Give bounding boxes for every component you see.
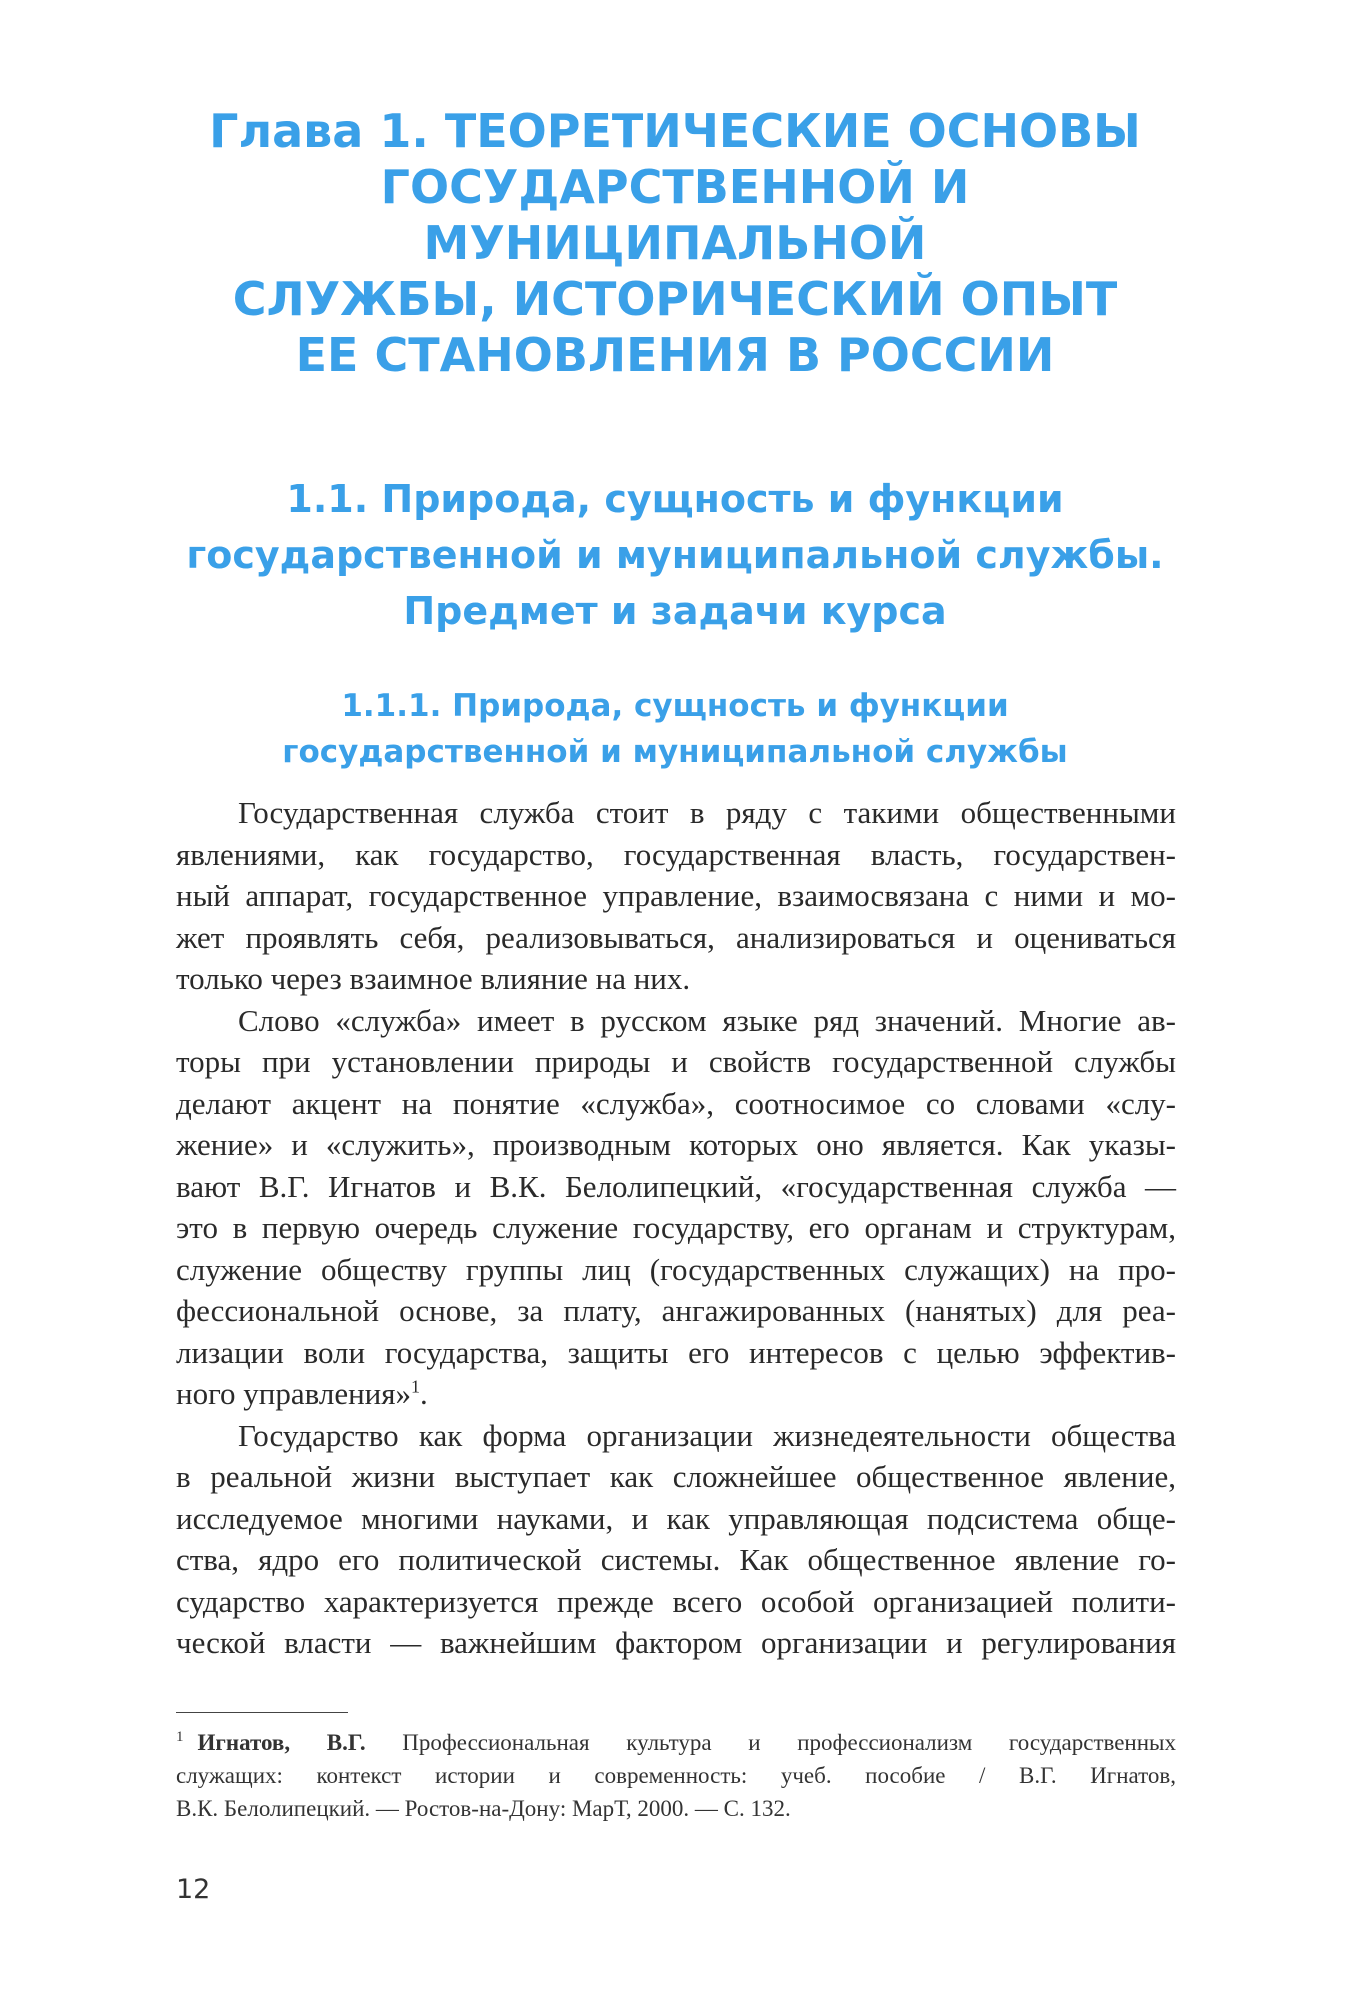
body-line: фессиональной основе, за плату, ангажированных (нанятых) для реа-: [176, 1293, 1176, 1328]
section-title-line: государственной и муниципальной службы.: [186, 533, 1164, 577]
footnote-reference[interactable]: 1: [411, 1376, 421, 1397]
footnote-line: служащих: контекст истории и современность: учеб. пособие / В.Г. Игнатов,: [176, 1763, 1176, 1788]
footnote-text: Профессиональная культура и профессионализм государственных: [402, 1730, 1176, 1755]
body-line: делают акцент на понятие «служба», соотносимое со словами «слу-: [176, 1085, 1176, 1121]
footnote-line: [176, 1726, 1176, 1759]
chapter-title: [150, 103, 1200, 383]
body-line: вают В.Г. Игнатов и В.К. Белолипецкий, «государственная служба —: [176, 1168, 1176, 1204]
body-line: Слово «служба» имеет в русском языке ряд значений. Многие ав-: [238, 1002, 1176, 1038]
body-line: лизации воли государства, защиты его интересов с целью эффектив-: [176, 1334, 1176, 1370]
body-line: только через взаимное влияние на них.: [176, 961, 691, 996]
body-line-text: ного управления»: [176, 1376, 412, 1411]
chapter-title-line: Глава 1. ТЕОРЕТИЧЕСКИЕ ОСНОВЫ: [209, 104, 1141, 158]
body-line: это в первую очередь служение государству, его органам и структурам,: [176, 1210, 1176, 1245]
body-line: сударство характеризуется прежде всего особой организацией полити-: [176, 1583, 1176, 1619]
page-number: 12: [176, 1874, 211, 1905]
body-line: Государственная служба стоит в ряду с такими общественными: [238, 795, 1176, 830]
footnote-mark: 1: [176, 1729, 184, 1746]
body-line: ства, ядро его политической системы. Как общественное явление го-: [176, 1542, 1176, 1577]
section-title-line: 1.1. Природа, сущность и функции: [286, 477, 1064, 521]
body-line: торы при установлении природы и свойств государственной службы: [176, 1044, 1176, 1079]
footnote-line: В.К. Белолипецкий. — Ростов-на-Дону: МарТ, 2000. — С. 132.: [176, 1796, 791, 1821]
section-title-line: Предмет и задачи курса: [403, 589, 947, 633]
body-line: жет проявлять себя, реализовываться, анализироваться и оцениваться: [176, 919, 1176, 955]
subsection-title-line: 1.1.1. Природа, сущность и функции: [341, 688, 1009, 724]
body-line: в реальной жизни выступает как сложнейшее общественное явление,: [176, 1459, 1176, 1494]
chapter-title-line: СЛУЖБЫ, ИСТОРИЧЕСКИЙ ОПЫТ: [232, 272, 1118, 326]
body-line: явлениями, как государство, государственная власть, государствен-: [176, 836, 1176, 872]
chapter-title-line: ЕЕ СТАНОВЛЕНИЯ В РОССИИ: [295, 328, 1055, 382]
body-text: [176, 792, 1176, 1664]
footnote: [176, 1726, 1176, 1825]
subsection-title: [150, 683, 1200, 775]
section-title: [150, 471, 1200, 639]
chapter-title-line: ГОСУДАРСТВЕННОЙ И МУНИЦИПАЛЬНОЙ: [380, 160, 970, 270]
body-line: жение» и «служить», производным которых оно является. Как указы-: [176, 1127, 1176, 1162]
body-line: исследуемое многими науками, и как управляющая подсистема обще-: [176, 1500, 1176, 1536]
subsection-title-line: государственной и муниципальной службы: [282, 734, 1068, 770]
body-line: служение обществу группы лиц (государственных служащих) на про-: [176, 1251, 1176, 1287]
body-line: ный аппарат, государственное управление, взаимосвязана с ними и мо-: [176, 878, 1176, 913]
body-line: Государство как форма организации жизнедеятельности общества: [238, 1417, 1176, 1453]
footnote-divider: [176, 1712, 348, 1713]
footnote-author: Игнатов, В.Г.: [197, 1730, 366, 1755]
body-line: ческой власти — важнейшим фактором организации и регулирования: [176, 1625, 1176, 1660]
body-line-with-ref: ного управления»$^1$.: [176, 1376, 428, 1411]
